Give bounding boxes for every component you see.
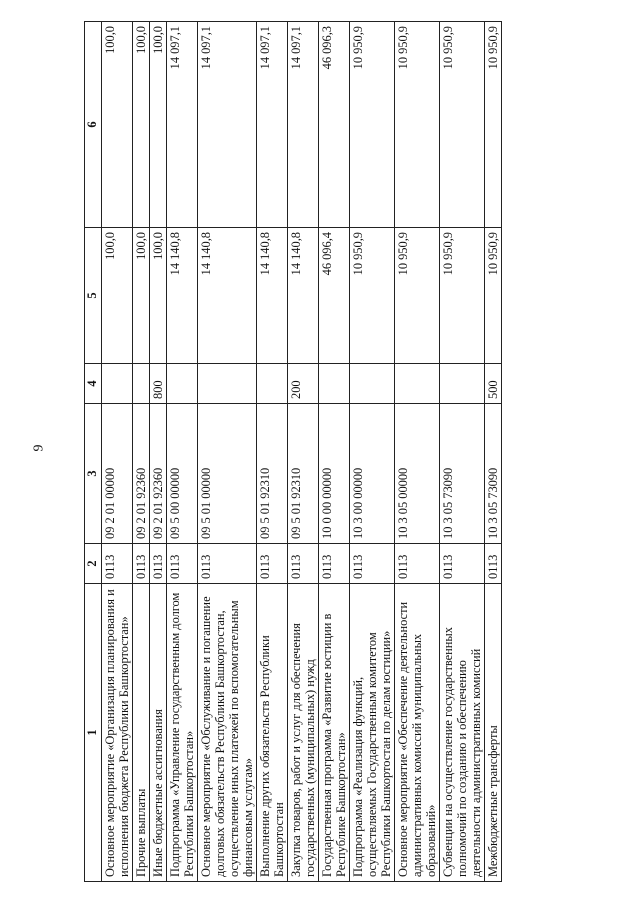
row-amount-5-cell: 100,0 (133, 228, 150, 364)
header-cell: 6 (85, 22, 102, 228)
row-amount-5-cell: 10 950,9 (440, 228, 485, 364)
table-row (350, 22, 395, 882)
header-cell: 4 (85, 364, 102, 404)
row-section-code-cell: 0113 (395, 544, 440, 584)
row-amount-6-cell: 100,0 (150, 22, 167, 228)
row-section-code-cell: 0113 (440, 544, 485, 584)
row-name-cell: Основное мероприятие «Обслуживание и погашение долговых обязательств Республики Башкортостан, осуществление иных платежей по вспомогательным финансовым услугам» (198, 584, 257, 882)
table-row (440, 22, 485, 882)
row-section-code-cell: 0113 (150, 544, 167, 584)
row-amount-6-cell: 14 097,1 (167, 22, 198, 228)
row-amount-6-cell: 14 097,1 (198, 22, 257, 228)
row-target-code-cell: 09 2 01 92360 (150, 404, 167, 544)
table-row (395, 22, 440, 882)
row-expense-kind-cell (257, 364, 288, 404)
row-name-cell: Прочие выплаты (133, 584, 150, 882)
row-name-cell: Основное мероприятие «Обеспечение деятельности административных комиссий муниципальных образований» (395, 584, 440, 882)
row-target-code-cell: 10 3 05 73090 (440, 404, 485, 544)
row-name-cell: Подпрограмма «Реализация функций, осуществляемых Государственным комитетом Республики Башкортостан по делам юстиции» (350, 584, 395, 882)
row-expense-kind-cell (395, 364, 440, 404)
row-target-code-cell: 10 0 00 00000 (319, 404, 350, 544)
table-row (150, 22, 167, 882)
row-name-cell: Межбюджетные трансферты (485, 584, 502, 882)
row-expense-kind-cell (198, 364, 257, 404)
table-row (319, 22, 350, 882)
table-row (257, 22, 288, 882)
row-target-code-cell: 10 3 05 00000 (395, 404, 440, 544)
row-section-code-cell: 0113 (485, 544, 502, 584)
row-name-cell: Закупка товаров, работ и услуг для обеспечения государственных (муниципальных) нужд (288, 584, 319, 882)
table-row (133, 22, 150, 882)
row-expense-kind-cell (133, 364, 150, 404)
row-target-code-cell: 09 2 01 92360 (133, 404, 150, 544)
header-cell: 2 (85, 544, 102, 584)
row-name-cell: Подпрограмма «Управление государственным долгом Республики Башкортостан» (167, 584, 198, 882)
row-section-code-cell: 0113 (102, 544, 133, 584)
row-amount-5-cell: 46 096,4 (319, 228, 350, 364)
row-expense-kind-cell (102, 364, 133, 404)
row-name-cell: Выполнение других обязательств Республики Башкортостан (257, 584, 288, 882)
row-name-cell: Государственная программа «Развитие юстиции в Республике Башкортостан» (319, 584, 350, 882)
row-section-code-cell: 0113 (350, 544, 395, 584)
row-amount-5-cell: 10 950,9 (350, 228, 395, 364)
row-amount-6-cell: 100,0 (102, 22, 133, 228)
row-amount-6-cell: 46 096,3 (319, 22, 350, 228)
table-row (167, 22, 198, 882)
table-row (485, 22, 502, 882)
row-target-code-cell: 10 3 00 00000 (350, 404, 395, 544)
header-cell: 3 (85, 404, 102, 544)
row-amount-6-cell: 10 950,9 (350, 22, 395, 228)
table-body (102, 22, 502, 882)
row-amount-6-cell: 14 097,1 (257, 22, 288, 228)
row-amount-5-cell: 100,0 (102, 228, 133, 364)
row-expense-kind-cell (319, 364, 350, 404)
row-target-code-cell: 09 5 01 92310 (257, 404, 288, 544)
row-expense-kind-cell: 200 (288, 364, 319, 404)
rotated-page (84, 22, 589, 882)
row-section-code-cell: 0113 (319, 544, 350, 584)
row-name-cell: Иные бюджетные ассигнования (150, 584, 167, 882)
row-expense-kind-cell (440, 364, 485, 404)
row-section-code-cell: 0113 (288, 544, 319, 584)
row-target-code-cell: 10 3 05 73090 (485, 404, 502, 544)
row-target-code-cell: 09 2 01 00000 (102, 404, 133, 544)
row-section-code-cell: 0113 (133, 544, 150, 584)
row-amount-5-cell: 100,0 (150, 228, 167, 364)
header-cell: 5 (85, 228, 102, 364)
table-row (288, 22, 319, 882)
header-cell: 1 (85, 584, 102, 882)
row-name-cell: Субвенции на осуществление государственных полномочий по созданию и обеспечению деятельности административных комиссий (440, 584, 485, 882)
row-amount-5-cell: 14 140,8 (288, 228, 319, 364)
row-target-code-cell: 09 5 01 00000 (198, 404, 257, 544)
row-amount-6-cell: 14 097,1 (288, 22, 319, 228)
row-amount-5-cell: 10 950,9 (395, 228, 440, 364)
row-amount-5-cell: 10 950,9 (485, 228, 502, 364)
row-amount-6-cell: 10 950,9 (485, 22, 502, 228)
row-amount-6-cell: 10 950,9 (395, 22, 440, 228)
row-amount-5-cell: 14 140,8 (198, 228, 257, 364)
budget-table (84, 21, 502, 882)
row-amount-6-cell: 10 950,9 (440, 22, 485, 228)
table-row (102, 22, 133, 882)
row-expense-kind-cell (167, 364, 198, 404)
row-name-cell: Основное мероприятие «Организация планирования и исполнения бюджета Республики Башкортостан» (102, 584, 133, 882)
table-row (198, 22, 257, 882)
row-section-code-cell: 0113 (167, 544, 198, 584)
row-section-code-cell: 0113 (257, 544, 288, 584)
row-expense-kind-cell (350, 364, 395, 404)
row-amount-5-cell: 14 140,8 (167, 228, 198, 364)
row-expense-kind-cell: 500 (485, 364, 502, 404)
row-section-code-cell: 0113 (198, 544, 257, 584)
header-row (85, 22, 102, 882)
row-amount-6-cell: 100,0 (133, 22, 150, 228)
row-target-code-cell: 09 5 00 00000 (167, 404, 198, 544)
row-target-code-cell: 09 5 01 92310 (288, 404, 319, 544)
page-number: 9 (31, 444, 47, 452)
row-amount-5-cell: 14 140,8 (257, 228, 288, 364)
row-expense-kind-cell: 800 (150, 364, 167, 404)
